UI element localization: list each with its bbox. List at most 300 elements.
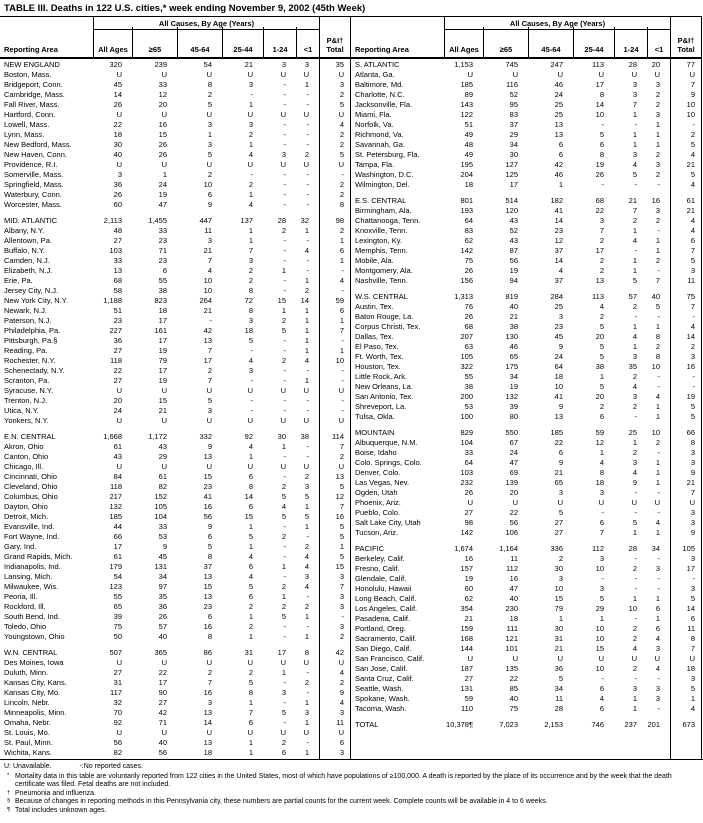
pi-total-cell: 7	[690, 644, 695, 653]
pi-total-cell: -	[341, 366, 344, 375]
value-cell: 104	[154, 512, 167, 521]
value-cell: 2	[655, 150, 660, 159]
value-cell: 187	[460, 664, 473, 673]
pi-total-cell: 8	[339, 200, 344, 209]
value-cell: 1	[655, 322, 660, 331]
value-cell: U	[116, 70, 122, 79]
value-cell: 19	[509, 266, 518, 275]
city-row	[0, 632, 351, 642]
city-row	[0, 200, 351, 210]
value-cell: 28	[554, 704, 563, 713]
value-cell: 14	[300, 296, 309, 305]
value-cell: 23	[158, 236, 167, 245]
value-cell: 3	[632, 80, 637, 89]
reporting-area-cell: E.S. CENTRAL	[355, 196, 407, 205]
city-row	[0, 180, 351, 190]
value-cell: 4	[248, 552, 253, 561]
value-cell: 5	[632, 276, 637, 285]
value-cell: 1	[248, 748, 253, 757]
value-cell: 1,313	[454, 292, 473, 301]
footnote-pennsylvania	[4, 798, 699, 807]
value-cell: 48	[464, 140, 473, 149]
column-header-25-44: 25-44	[573, 27, 614, 57]
value-cell: 1	[248, 698, 253, 707]
value-cell: 64	[464, 216, 473, 225]
value-cell: -	[306, 200, 309, 209]
city-row	[351, 302, 702, 312]
region-section	[351, 544, 702, 714]
value-cell: 15	[158, 130, 167, 139]
value-cell: 7	[599, 528, 604, 537]
column-header-ge65: ≥65	[132, 27, 177, 57]
value-cell: 2	[281, 738, 286, 747]
city-row	[0, 552, 351, 562]
pi-total-cell: 673	[682, 720, 695, 729]
value-cell: -	[283, 346, 286, 355]
value-cell: 42	[203, 326, 212, 335]
region-total-row	[0, 432, 351, 442]
value-cell: U	[247, 416, 253, 425]
value-cell: 4	[248, 150, 253, 159]
value-cell: 27	[554, 518, 563, 527]
value-cell: U	[280, 658, 286, 667]
value-cell: 111	[506, 624, 518, 633]
pi-total-cell: 5	[339, 150, 344, 159]
value-cell: 2	[248, 266, 253, 275]
value-cell: 56	[203, 512, 212, 521]
reporting-area-cell: Denver, Colo.	[355, 468, 401, 477]
value-cell: 2	[558, 554, 563, 563]
city-row	[351, 674, 702, 684]
value-cell: 5	[632, 170, 637, 179]
value-cell: 2	[632, 564, 637, 573]
value-cell: 33	[464, 448, 473, 457]
value-cell: 7	[207, 346, 212, 355]
pi-total-cell: 3	[339, 748, 344, 757]
pi-total-cell: -	[341, 396, 344, 405]
pi-total-cell: 16	[686, 362, 695, 371]
value-cell: 3	[248, 80, 253, 89]
city-row	[351, 352, 702, 362]
reporting-area-cell: Utica, N.Y.	[4, 406, 39, 415]
pi-total-cell: 7	[339, 326, 344, 335]
city-row	[351, 604, 702, 614]
value-cell: U	[206, 110, 212, 119]
value-cell: 32	[113, 698, 122, 707]
value-cell: 7	[632, 100, 637, 109]
pi-total-cell: 9	[690, 468, 695, 477]
value-cell: 69	[509, 468, 518, 477]
value-cell: 18	[595, 478, 604, 487]
value-cell: U	[206, 70, 212, 79]
value-cell: 123	[109, 582, 122, 591]
value-cell: 21	[554, 644, 563, 653]
value-cell: -	[283, 522, 286, 531]
city-row	[351, 70, 702, 80]
value-cell: -	[657, 372, 660, 381]
city-row	[351, 694, 702, 704]
pi-total-cell: 5	[690, 170, 695, 179]
value-cell: 9	[207, 200, 212, 209]
value-cell: 6	[248, 562, 253, 571]
pi-total-cell: 4	[690, 180, 695, 189]
value-cell: 22	[158, 668, 167, 677]
footnote-marker: *	[7, 772, 10, 779]
value-cell: 5	[248, 532, 253, 541]
value-cell: 23	[113, 316, 122, 325]
value-cell: 320	[109, 60, 122, 69]
value-cell: 1	[304, 612, 309, 621]
reporting-area-cell: Pueblo, Colo.	[355, 508, 401, 517]
pi-total-cell: U	[338, 416, 344, 425]
pi-total-cell: U	[689, 70, 695, 79]
city-row	[351, 644, 702, 654]
value-cell: -	[283, 90, 286, 99]
value-cell: 3	[599, 584, 604, 593]
value-cell: 239	[154, 60, 167, 69]
value-cell: 5	[599, 130, 604, 139]
value-cell: 30	[509, 150, 518, 159]
value-cell: 71	[158, 246, 167, 255]
region-section	[351, 428, 702, 538]
value-cell: 1,164	[499, 544, 518, 553]
pi-total-cell: 6	[690, 236, 695, 245]
footnote-marker: †	[7, 789, 11, 796]
reporting-area-cell: Portland, Oreg.	[355, 624, 406, 633]
value-cell: 1,668	[103, 432, 122, 441]
value-cell: 40	[509, 694, 518, 703]
region-total-row	[351, 720, 702, 730]
value-cell: 26	[158, 140, 167, 149]
value-cell: 31	[554, 634, 563, 643]
value-cell: U	[206, 728, 212, 737]
value-cell: 284	[550, 292, 563, 301]
city-row	[0, 718, 351, 728]
pi-total-cell: U	[338, 110, 344, 119]
pi-total-cell: 11	[687, 624, 695, 633]
value-cell: 5	[207, 542, 212, 551]
value-cell: 87	[509, 246, 518, 255]
footnote-text: Because of changes in reporting methods in this Pennsylvania city, these numbers are partial counts for the current week. Complete counts will be available in 4 to 6 weeks.	[15, 798, 548, 806]
city-row	[351, 170, 702, 180]
city-row	[0, 532, 351, 542]
value-cell: 3	[304, 708, 309, 717]
value-cell: U	[654, 70, 660, 79]
column-header-all-ages: All Ages	[93, 27, 132, 57]
value-cell: -	[634, 120, 637, 129]
value-cell: 103	[109, 246, 122, 255]
city-row	[0, 622, 351, 632]
value-cell: 18	[244, 326, 253, 335]
value-cell: 1	[207, 130, 212, 139]
value-cell: 247	[550, 60, 563, 69]
value-cell: 1	[248, 612, 253, 621]
value-cell: 8	[248, 286, 253, 295]
value-cell: 27	[113, 376, 122, 385]
city-row	[0, 748, 351, 758]
value-cell: 36	[554, 664, 563, 673]
value-cell: 3	[599, 216, 604, 225]
value-cell: 24	[113, 406, 122, 415]
reporting-area-cell: Colo. Springs, Colo.	[355, 458, 422, 467]
value-cell: 4	[207, 266, 212, 275]
value-cell: 3	[558, 574, 563, 583]
value-cell: 10	[203, 180, 212, 189]
value-cell: 1	[304, 748, 309, 757]
value-cell: 10	[595, 664, 604, 673]
value-cell: 3	[558, 312, 563, 321]
value-cell: 2	[655, 170, 660, 179]
value-cell: 19	[509, 382, 518, 391]
value-cell: 65	[554, 478, 563, 487]
value-cell: 1	[248, 452, 253, 461]
value-cell: 1	[248, 140, 253, 149]
pi-total-cell: -	[341, 170, 344, 179]
value-cell: 175	[505, 362, 518, 371]
value-cell: 47	[509, 458, 518, 467]
value-cell: U	[512, 654, 518, 663]
value-cell: 49	[464, 130, 473, 139]
value-cell: 90	[158, 688, 167, 697]
value-cell: 38	[300, 432, 309, 441]
city-row	[0, 346, 351, 356]
footnote-marker: ¶	[7, 806, 11, 813]
value-cell: -	[601, 574, 604, 583]
value-cell: 10,378¶	[446, 720, 473, 729]
value-cell: -	[601, 120, 604, 129]
value-cell: 3	[655, 110, 660, 119]
value-cell: 1	[655, 246, 660, 255]
reporting-area-cell: Cincinnati, Ohio	[4, 472, 57, 481]
value-cell: 7	[207, 678, 212, 687]
city-row	[351, 160, 702, 170]
value-cell: 365	[154, 648, 167, 657]
pi-total-cell: 75	[686, 292, 695, 301]
pi-total-cell: 3	[690, 518, 695, 527]
legend-unavailable: U: Unavailable.	[4, 763, 52, 770]
value-cell: U	[247, 462, 253, 471]
value-cell: 131	[154, 562, 167, 571]
value-cell: 1	[281, 592, 286, 601]
pi-total-cell: 3	[690, 448, 695, 457]
value-cell: 1	[655, 458, 660, 467]
value-cell: 207	[460, 332, 473, 341]
value-cell: 5	[281, 492, 286, 501]
value-cell: 8	[207, 632, 212, 641]
value-cell: 16	[203, 688, 212, 697]
value-cell: U	[116, 658, 122, 667]
reporting-area-cell: Albuquerque, N.M.	[355, 438, 418, 447]
value-cell: 80	[509, 412, 518, 421]
value-cell: 322	[460, 362, 473, 371]
value-cell: 1	[655, 468, 660, 477]
value-cell: 118	[110, 482, 122, 491]
city-row	[0, 150, 351, 160]
value-cell: 116	[506, 80, 518, 89]
pi-total-cell: 10	[335, 356, 344, 365]
value-cell: 4	[304, 582, 309, 591]
value-cell: 6	[207, 612, 212, 621]
value-cell: 59	[464, 694, 473, 703]
value-cell: 1	[304, 306, 309, 315]
value-cell: 1	[304, 226, 309, 235]
value-cell: 18	[203, 748, 212, 757]
value-cell: 20	[651, 60, 660, 69]
value-cell: 54	[203, 60, 212, 69]
reporting-area-cell: New Orleans, La.	[355, 382, 413, 391]
reporting-area-cell: Rochester, N.Y.	[4, 356, 56, 365]
value-cell: 3	[655, 644, 660, 653]
value-cell: 48	[113, 226, 122, 235]
value-cell: 46	[554, 80, 563, 89]
value-cell: U	[467, 654, 473, 663]
value-cell: 1	[632, 322, 637, 331]
value-cell: 103	[460, 468, 473, 477]
pi-total-cell: -	[341, 336, 344, 345]
reporting-area-cell: Lincoln, Nebr.	[4, 698, 50, 707]
value-cell: 34	[554, 684, 563, 693]
pi-total-cell: 6	[339, 738, 344, 747]
value-cell: 168	[460, 634, 473, 643]
value-cell: -	[250, 406, 253, 415]
value-cell: 4	[599, 458, 604, 467]
value-cell: U	[206, 658, 212, 667]
value-cell: -	[283, 286, 286, 295]
pi-total-cell: 4	[690, 216, 695, 225]
value-cell: -	[634, 488, 637, 497]
value-cell: 56	[158, 748, 167, 757]
pi-total-cell: -	[692, 382, 695, 391]
value-cell: 4	[655, 664, 660, 673]
value-cell: 32	[300, 216, 309, 225]
value-cell: 2	[304, 542, 309, 551]
reporting-area-cell: Des Moines, Iowa	[4, 658, 64, 667]
pi-total-cell: 3	[690, 458, 695, 467]
value-cell: 113	[592, 60, 604, 69]
city-row	[0, 386, 351, 396]
value-cell: U	[206, 386, 212, 395]
value-cell: U	[303, 110, 309, 119]
pi-total-cell: 6	[690, 614, 695, 623]
table-right-half	[351, 16, 702, 759]
city-row	[0, 296, 351, 306]
value-cell: 6	[599, 518, 604, 527]
pi-total-cell: 2	[690, 342, 695, 351]
value-cell: 57	[158, 622, 167, 631]
value-cell: 3	[117, 170, 122, 179]
city-row	[0, 738, 351, 748]
value-cell: 13	[554, 130, 563, 139]
value-cell: 36	[113, 336, 122, 345]
value-cell: 2	[655, 256, 660, 265]
value-cell: 13	[554, 412, 563, 421]
value-cell: 2	[281, 226, 286, 235]
value-cell: -	[657, 574, 660, 583]
value-cell: 2	[632, 624, 637, 633]
city-row	[351, 372, 702, 382]
value-cell: 4	[248, 200, 253, 209]
value-cell: 18	[509, 614, 518, 623]
reporting-area-cell: Fresno, Calif.	[355, 564, 400, 573]
value-cell: 34	[651, 544, 660, 553]
value-cell: 40	[509, 594, 518, 603]
value-cell: 45	[554, 332, 563, 341]
reporting-area-cell: Worcester, Mass.	[4, 200, 62, 209]
value-cell: 22	[554, 438, 563, 447]
pi-total-cell: 105	[682, 544, 695, 553]
reporting-area-cell: Erie, Pa.	[4, 276, 33, 285]
city-row	[351, 478, 702, 488]
value-cell: 57	[628, 292, 637, 301]
city-row	[351, 614, 702, 624]
value-cell: 3	[632, 150, 637, 159]
value-cell: 6	[207, 532, 212, 541]
value-cell: 137	[240, 216, 253, 225]
value-cell: 185	[460, 80, 473, 89]
city-row	[351, 684, 702, 694]
value-cell: 2	[655, 438, 660, 447]
value-cell: 19	[158, 190, 167, 199]
value-cell: 53	[464, 402, 473, 411]
pi-total-cell: 21	[686, 478, 695, 487]
value-cell: -	[283, 572, 286, 581]
pi-total-cell: 3	[339, 80, 344, 89]
value-cell: 13	[554, 120, 563, 129]
city-row	[0, 452, 351, 462]
city-row	[351, 508, 702, 518]
city-row	[0, 512, 351, 522]
value-cell: 27	[158, 698, 167, 707]
value-cell: 27	[464, 674, 473, 683]
value-cell: 27	[554, 528, 563, 537]
city-row	[351, 256, 702, 266]
pi-total-cell: 3	[690, 674, 695, 683]
value-cell: 8	[248, 688, 253, 697]
pi-total-cell: 21	[686, 160, 695, 169]
value-cell: 4	[632, 382, 637, 391]
reporting-area-cell: Philadelphia, Pa.	[4, 326, 61, 335]
value-cell: 21	[554, 468, 563, 477]
value-cell: 4	[304, 552, 309, 561]
value-cell: 1	[162, 170, 167, 179]
value-cell: 4	[655, 518, 660, 527]
value-cell: 34	[509, 140, 518, 149]
value-cell: U	[557, 654, 563, 663]
value-cell: 65	[509, 352, 518, 361]
value-cell: -	[283, 452, 286, 461]
value-cell: 3	[558, 488, 563, 497]
value-cell: U	[161, 386, 167, 395]
city-row	[351, 448, 702, 458]
value-cell: 9	[558, 458, 563, 467]
city-row	[0, 160, 351, 170]
reporting-area-cell: Kansas City, Kans.	[4, 678, 67, 687]
value-cell: 43	[158, 442, 167, 451]
value-cell: 37	[554, 276, 563, 285]
region-total-row	[0, 216, 351, 226]
city-row	[351, 654, 702, 664]
value-cell: -	[250, 90, 253, 99]
value-cell: 125	[505, 170, 518, 179]
value-cell: 5	[632, 518, 637, 527]
footnote-marker: §	[7, 798, 11, 805]
value-cell: U	[161, 110, 167, 119]
value-cell: 29	[509, 130, 518, 139]
value-cell: -	[306, 120, 309, 129]
column-group-header: All Causes, By Age (Years)	[444, 17, 670, 30]
value-cell: 2	[281, 532, 286, 541]
pi-total-cell: U	[338, 70, 344, 79]
